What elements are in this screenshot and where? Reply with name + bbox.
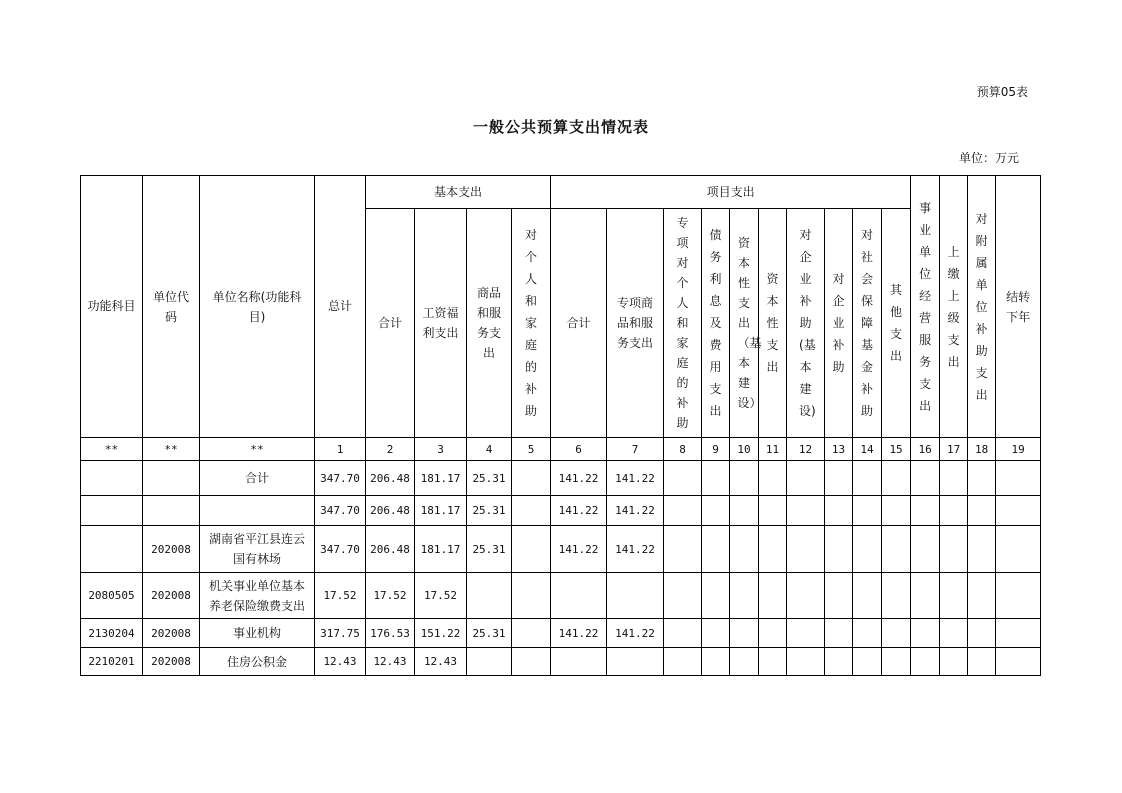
index-cell: 6 xyxy=(551,438,607,461)
func-subject-cell xyxy=(81,496,143,526)
empty-cell xyxy=(759,496,787,526)
empty-cell xyxy=(730,461,759,496)
table-row xyxy=(81,619,1041,648)
index-cell: 15 xyxy=(882,438,911,461)
empty-cell xyxy=(664,648,702,676)
empty-cell xyxy=(512,573,551,619)
empty-cell xyxy=(825,619,853,648)
empty-cell xyxy=(911,573,940,619)
empty-cell xyxy=(664,619,702,648)
empty-cell xyxy=(882,461,911,496)
basic-sum-cell: 206.48 xyxy=(366,526,415,573)
empty-cell xyxy=(882,573,911,619)
header-proj-capital: 资本性支出 xyxy=(759,209,787,438)
index-cell: 11 xyxy=(759,438,787,461)
header-total: 总计 xyxy=(315,176,366,438)
empty-cell xyxy=(730,648,759,676)
header-upper-level: 上缴上级支出 xyxy=(940,176,968,438)
basic-sum-cell: 12.43 xyxy=(366,648,415,676)
index-cell: 12 xyxy=(787,438,825,461)
empty-cell xyxy=(940,461,968,496)
empty-cell xyxy=(911,619,940,648)
empty-cell xyxy=(996,526,1041,573)
empty-cell xyxy=(664,461,702,496)
unit-label: 单位：万元 xyxy=(958,151,1019,165)
unit-name-cell: 事业机构 xyxy=(200,619,315,648)
basic-wage-cell: 181.17 xyxy=(415,496,467,526)
table-row xyxy=(81,573,1041,619)
empty-cell xyxy=(664,526,702,573)
total-cell: 347.70 xyxy=(315,526,366,573)
total-cell: 17.52 xyxy=(315,573,366,619)
index-cell: 13 xyxy=(825,438,853,461)
index-cell: 16 xyxy=(911,438,940,461)
empty-cell xyxy=(996,496,1041,526)
proj-goods-cell: 141.22 xyxy=(607,526,664,573)
header-carryover: 结转下年 xyxy=(996,176,1041,438)
basic-wage-cell: 181.17 xyxy=(415,461,467,496)
func-subject-cell: 2080505 xyxy=(81,573,143,619)
empty-cell xyxy=(940,496,968,526)
basic-goods-cell xyxy=(467,648,512,676)
empty-cell xyxy=(730,619,759,648)
empty-cell xyxy=(825,526,853,573)
empty-cell xyxy=(664,573,702,619)
empty-cell xyxy=(940,648,968,676)
table-row xyxy=(81,461,1041,496)
empty-cell xyxy=(996,573,1041,619)
empty-cell xyxy=(853,496,882,526)
empty-cell xyxy=(759,573,787,619)
empty-cell xyxy=(512,461,551,496)
empty-cell xyxy=(702,526,730,573)
budget-table xyxy=(80,175,1041,676)
index-cell: 4 xyxy=(467,438,512,461)
unit-code-cell: 202008 xyxy=(143,648,200,676)
empty-cell xyxy=(702,461,730,496)
empty-cell xyxy=(787,648,825,676)
unit-name-cell: 机关事业单位基本养老保险缴费支出 xyxy=(200,573,315,619)
page-title: 一般公共预算支出情况表 xyxy=(472,118,649,136)
proj-sum-cell: 141.22 xyxy=(551,619,607,648)
index-cell: 2 xyxy=(366,438,415,461)
empty-cell xyxy=(664,496,702,526)
basic-wage-cell: 17.52 xyxy=(415,573,467,619)
empty-cell xyxy=(787,573,825,619)
index-cell: 7 xyxy=(607,438,664,461)
empty-cell xyxy=(512,619,551,648)
empty-cell xyxy=(882,526,911,573)
basic-sum-cell: 176.53 xyxy=(366,619,415,648)
basic-wage-cell: 181.17 xyxy=(415,526,467,573)
unit-code-cell: 202008 xyxy=(143,619,200,648)
proj-goods-cell xyxy=(607,573,664,619)
empty-cell xyxy=(787,526,825,573)
table-row xyxy=(81,648,1041,676)
header-proj-capital-basic: 资本性支出（基本建设） xyxy=(730,209,759,438)
index-cell: 18 xyxy=(968,438,996,461)
empty-cell xyxy=(968,573,996,619)
header-proj-enterprise-basic: 对企业补助(基本建设) xyxy=(787,209,825,438)
empty-cell xyxy=(882,619,911,648)
empty-cell xyxy=(911,526,940,573)
empty-cell xyxy=(825,461,853,496)
header-proj-enterprise: 对企业补助 xyxy=(825,209,853,438)
index-cell: 14 xyxy=(853,438,882,461)
header-proj-other: 其他支出 xyxy=(882,209,911,438)
header-basic-wage: 工资福利支出 xyxy=(415,209,467,438)
empty-cell xyxy=(512,526,551,573)
basic-goods-cell: 25.31 xyxy=(467,619,512,648)
proj-goods-cell: 141.22 xyxy=(607,619,664,648)
index-cell: 19 xyxy=(996,438,1041,461)
header-project: 项目支出 xyxy=(551,176,911,209)
empty-cell xyxy=(911,496,940,526)
table-body xyxy=(81,461,1041,676)
header-basic: 基本支出 xyxy=(366,176,551,209)
total-cell: 347.70 xyxy=(315,461,366,496)
empty-cell xyxy=(940,573,968,619)
index-cell: ** xyxy=(200,438,315,461)
header-subordinate: 对附属单位补助支出 xyxy=(968,176,996,438)
form-number: 预算05表 xyxy=(976,85,1028,99)
empty-cell xyxy=(787,461,825,496)
header-proj-social: 对社会保障基金补助 xyxy=(853,209,882,438)
empty-cell xyxy=(787,496,825,526)
empty-cell xyxy=(968,496,996,526)
empty-cell xyxy=(512,496,551,526)
unit-code-cell: 202008 xyxy=(143,573,200,619)
total-cell: 317.75 xyxy=(315,619,366,648)
empty-cell xyxy=(759,619,787,648)
unit-name-cell xyxy=(200,496,315,526)
unit-name-cell: 住房公积金 xyxy=(200,648,315,676)
empty-cell xyxy=(702,648,730,676)
empty-cell xyxy=(968,461,996,496)
func-subject-cell: 2210201 xyxy=(81,648,143,676)
proj-sum-cell xyxy=(551,648,607,676)
header-func-subject: 功能科目 xyxy=(81,176,143,438)
empty-cell xyxy=(968,619,996,648)
empty-cell xyxy=(702,496,730,526)
empty-cell xyxy=(787,619,825,648)
header-basic-goods: 商品和服务支出 xyxy=(467,209,512,438)
proj-goods-cell xyxy=(607,648,664,676)
empty-cell xyxy=(853,573,882,619)
basic-sum-cell: 206.48 xyxy=(366,496,415,526)
empty-cell xyxy=(853,461,882,496)
empty-cell xyxy=(853,648,882,676)
header-proj-debt: 债务利息及费用支出 xyxy=(702,209,730,438)
header-unit-name: 单位名称(功能科目) xyxy=(200,176,315,438)
header-proj-personal: 专项对个人和家庭的补助 xyxy=(664,209,702,438)
proj-sum-cell: 141.22 xyxy=(551,496,607,526)
basic-sum-cell: 206.48 xyxy=(366,461,415,496)
header-proj-goods: 专项商品和服务支出 xyxy=(607,209,664,438)
empty-cell xyxy=(882,648,911,676)
empty-cell xyxy=(996,619,1041,648)
index-cell: 17 xyxy=(940,438,968,461)
index-cell: 8 xyxy=(664,438,702,461)
header-proj-sum: 合计 xyxy=(551,209,607,438)
empty-cell xyxy=(759,461,787,496)
empty-cell xyxy=(825,648,853,676)
empty-cell xyxy=(882,496,911,526)
header-unit-code: 单位代码 xyxy=(143,176,200,438)
empty-cell xyxy=(730,496,759,526)
empty-cell xyxy=(825,573,853,619)
empty-cell xyxy=(996,648,1041,676)
total-cell: 12.43 xyxy=(315,648,366,676)
index-row xyxy=(81,438,1041,461)
unit-code-cell xyxy=(143,496,200,526)
basic-sum-cell: 17.52 xyxy=(366,573,415,619)
basic-wage-cell: 151.22 xyxy=(415,619,467,648)
empty-cell xyxy=(702,619,730,648)
header-biz-unit: 事业单位经营服务支出 xyxy=(911,176,940,438)
basic-goods-cell: 25.31 xyxy=(467,496,512,526)
proj-goods-cell: 141.22 xyxy=(607,461,664,496)
empty-cell xyxy=(996,461,1041,496)
proj-goods-cell: 141.22 xyxy=(607,496,664,526)
index-cell: 9 xyxy=(702,438,730,461)
empty-cell xyxy=(759,526,787,573)
header-basic-personal: 对个人和家庭的补助 xyxy=(512,209,551,438)
table-header xyxy=(81,176,1041,461)
empty-cell xyxy=(759,648,787,676)
func-subject-cell: 2130204 xyxy=(81,619,143,648)
empty-cell xyxy=(730,573,759,619)
proj-sum-cell xyxy=(551,573,607,619)
empty-cell xyxy=(730,526,759,573)
index-cell: 10 xyxy=(730,438,759,461)
unit-code-cell: 202008 xyxy=(143,526,200,573)
unit-code-cell xyxy=(143,461,200,496)
func-subject-cell xyxy=(81,461,143,496)
empty-cell xyxy=(853,619,882,648)
empty-cell xyxy=(512,648,551,676)
total-cell: 347.70 xyxy=(315,496,366,526)
table-row xyxy=(81,526,1041,573)
proj-sum-cell: 141.22 xyxy=(551,526,607,573)
index-cell: ** xyxy=(143,438,200,461)
index-cell: 1 xyxy=(315,438,366,461)
empty-cell xyxy=(853,526,882,573)
basic-goods-cell: 25.31 xyxy=(467,461,512,496)
proj-sum-cell: 141.22 xyxy=(551,461,607,496)
index-cell: 3 xyxy=(415,438,467,461)
unit-name-cell: 合计 xyxy=(200,461,315,496)
empty-cell xyxy=(968,648,996,676)
empty-cell xyxy=(968,526,996,573)
empty-cell xyxy=(702,573,730,619)
empty-cell xyxy=(911,461,940,496)
empty-cell xyxy=(940,619,968,648)
index-cell: 5 xyxy=(512,438,551,461)
basic-goods-cell: 25.31 xyxy=(467,526,512,573)
header-basic-sum: 合计 xyxy=(366,209,415,438)
func-subject-cell xyxy=(81,526,143,573)
basic-goods-cell xyxy=(467,573,512,619)
empty-cell xyxy=(940,526,968,573)
unit-name-cell: 湖南省平江县连云国有林场 xyxy=(200,526,315,573)
empty-cell xyxy=(825,496,853,526)
basic-wage-cell: 12.43 xyxy=(415,648,467,676)
table-row xyxy=(81,496,1041,526)
index-cell: ** xyxy=(81,438,143,461)
empty-cell xyxy=(911,648,940,676)
